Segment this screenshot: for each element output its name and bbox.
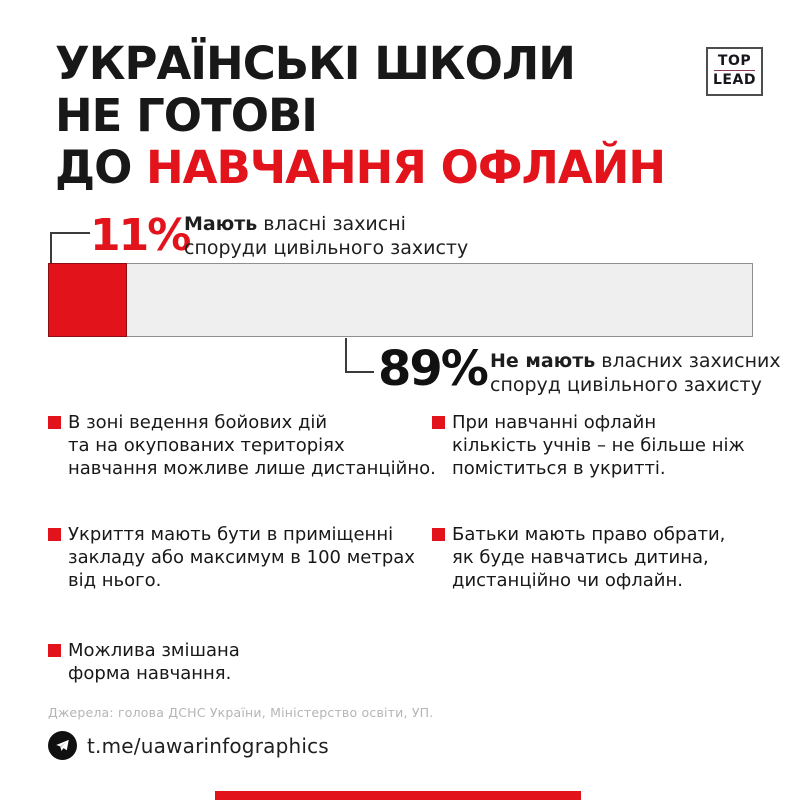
title-line-3-black: ДО — [55, 141, 146, 194]
bullet-item-capacity: При навчанні офлайн кількість учнів – не більше ніж поміститься в укритті. — [452, 412, 745, 479]
sources-note: Джерела: голова ДСНС України, Міністерство освіти, УП. — [48, 705, 434, 720]
shelter-stacked-bar — [48, 263, 753, 337]
bottom-progress-bar — [215, 791, 581, 800]
callout-89-connector-vertical — [345, 338, 347, 373]
logo-bottom-text: LEAD — [713, 72, 756, 88]
bar-segment-have-11pct — [48, 263, 127, 337]
bullet-item-shelter-distance: Укриття мають бути в приміщенні закладу або максимум в 100 метрах від нього. — [68, 524, 415, 591]
label-have-shelter-line2: споруди цивільного захисту — [184, 237, 469, 259]
bullet-item-combat-zones: В зоні ведення бойових дій та на окупованих територіях навчання можливе лише дистанційно. — [68, 412, 436, 479]
label-no-shelter-rest: власних захисних — [595, 350, 781, 372]
value-have-shelter-pct: 11% — [90, 210, 190, 261]
title-line-2: НЕ ГОТОВІ — [55, 89, 317, 142]
title-line-3 — [55, 142, 665, 194]
value-no-shelter-pct: 89% — [378, 341, 487, 397]
label-no-shelter-bold: Не мають — [490, 350, 596, 372]
bullet-marker — [432, 416, 445, 429]
telegram-icon — [48, 731, 77, 760]
label-no-shelter — [490, 349, 781, 397]
callout-11-connector-vertical — [50, 232, 52, 263]
telegram-url: t.me/uawarinfographics — [87, 733, 329, 758]
bullet-marker — [432, 528, 445, 541]
bullet-marker — [48, 416, 61, 429]
bullet-item-mixed-form: Можлива змішана форма навчання. — [68, 640, 240, 684]
bullet-marker — [48, 644, 61, 657]
callout-89-connector-horizontal — [345, 371, 374, 373]
bullet-marker — [48, 528, 61, 541]
label-have-shelter — [184, 212, 468, 260]
logo-divider — [714, 70, 755, 71]
logo-top-text: TOP — [717, 53, 752, 69]
label-have-shelter-bold: Мають — [184, 213, 258, 235]
label-have-shelter-line1 — [184, 212, 468, 236]
bullet-item-parents-choice: Батьки мають право обрати, як буде навчатись дитина, дистанційно чи офлайн. — [452, 524, 726, 591]
label-no-shelter-line2: споруд цивільного захисту — [490, 374, 762, 396]
label-no-shelter-line1 — [490, 349, 781, 373]
toplead-logo — [706, 47, 763, 96]
callout-11-connector-horizontal — [50, 232, 90, 234]
title-line-3-red: НАВЧАННЯ ОФЛАЙН — [146, 141, 666, 194]
telegram-link[interactable] — [48, 731, 329, 760]
page-title — [55, 38, 665, 194]
title-line-1: УКРАЇНСЬКІ ШКОЛИ — [55, 37, 575, 90]
label-have-shelter-rest: власні захисні — [257, 213, 406, 235]
